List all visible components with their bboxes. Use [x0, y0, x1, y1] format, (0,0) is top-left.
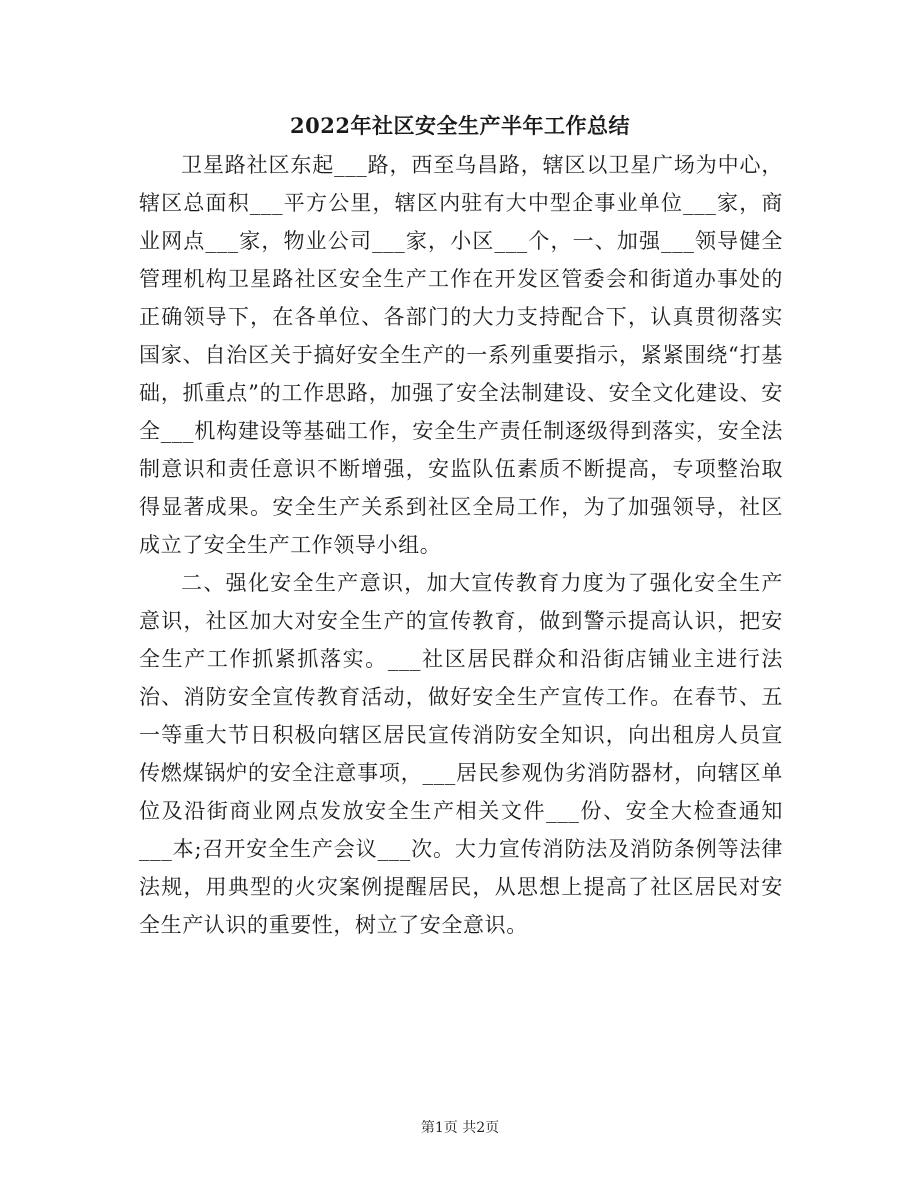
paragraph-1: 卫星路社区东起___路，西至乌昌路，辖区以卫星广场为中心，辖区总面积___平方公里，辖区内驻有大中型企事业单位___家，商业网点___家，物业公司___家，小区___个，一、加强___领导健全管理机构卫星路社区安全生产工作在开发区管委会和街道办事处的正确领导下，在各单位、各部门的大力支持配合下，认真贯彻落实国家、自治区关于搞好安全生产的一系列重要指示，紧紧围绕“打基础，抓重点”的工作思路，加强了安全法制建设、安全文化建设、安全___机构建设等基础工作，安全生产责任制逐级得到落实，安全法制意识和责任意识不断增强，安监队伍素质不断提高，专项整治取得显著成果。安全生产关系到社区全局工作，为了加强领导，社区成立了安全生产工作领导小组。: [139, 153, 783, 557]
page-footer: 第1页 共2页: [420, 1120, 500, 1136]
document-body: [139, 146, 783, 944]
paragraph-2: 二、强化安全生产意识，加大宣传教育力度为了强化安全生产意识，社区加大对安全生产的宣传教育，做到警示提高认识，把安全生产工作抓紧抓落实。___社区居民群众和沿街店铺业主进行法治、消防安全宣传教育活动，做好安全生产宣传工作。在春节、五一等重大节日积极向辖区居民宣传消防安全知识，向出租房人员宣传燃煤锅炉的安全注意事项，___居民参观伪劣消防器材，向辖区单位及沿街商业网点发放安全生产相关文件___份、安全大检查通知___本;召开安全生产会议___次。大力宣传消防法及消防条例等法律法规，用典型的火灾案例提醒居民，从思想上提高了社区居民对安全生产认识的重要性，树立了安全意识。: [139, 571, 783, 937]
document-title: 2022年社区安全生产半年工作总结: [290, 113, 630, 138]
